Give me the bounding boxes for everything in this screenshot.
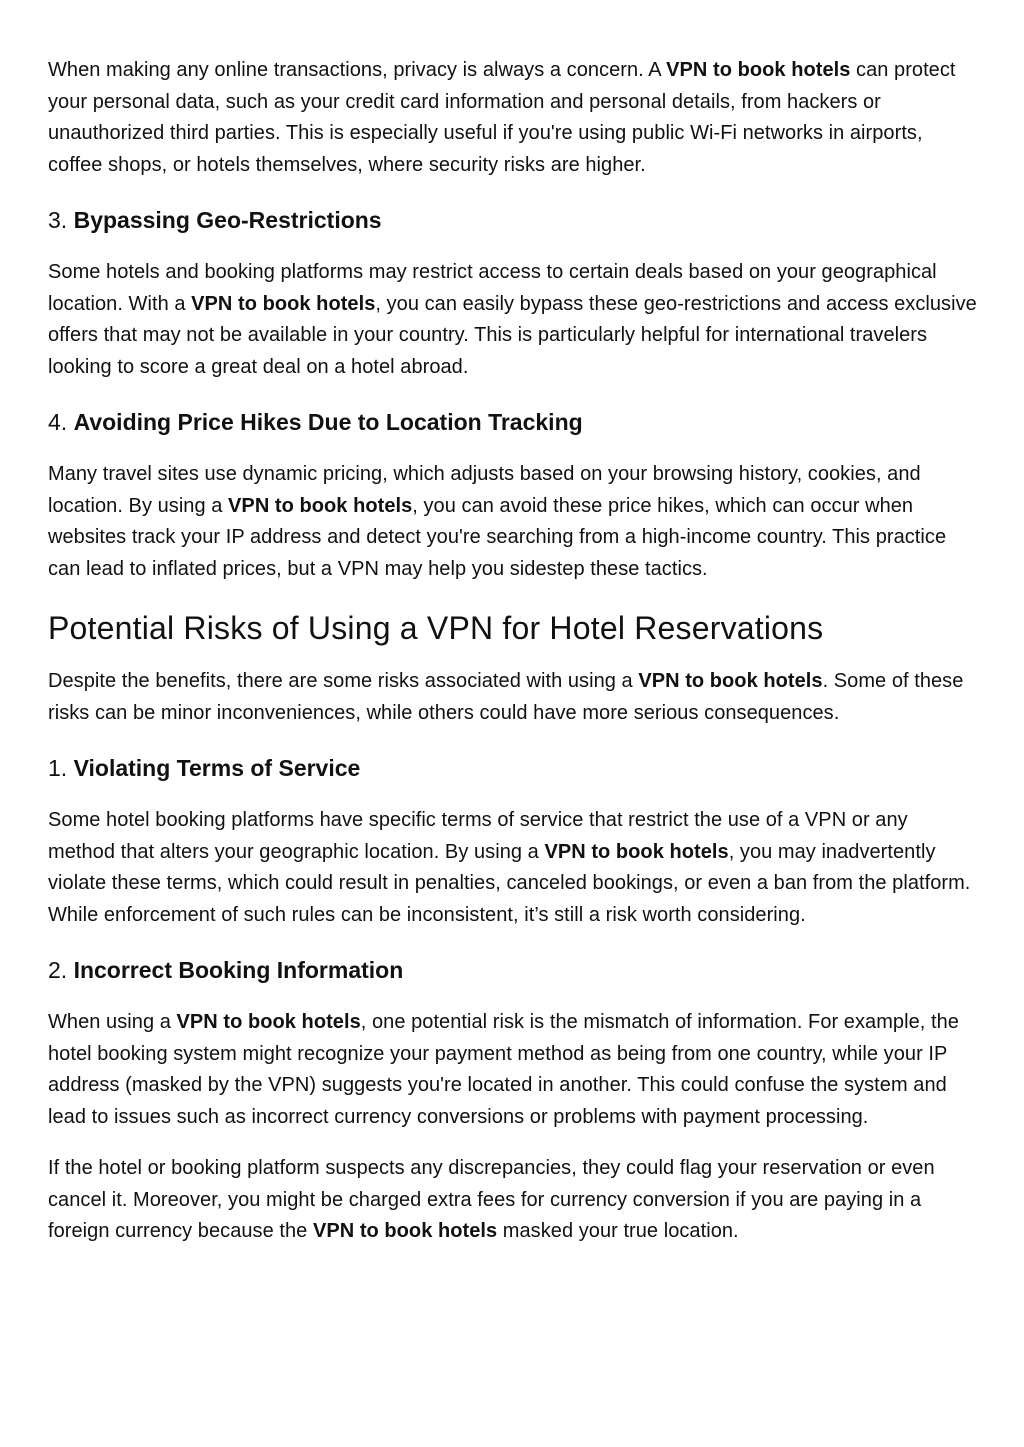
heading-title: Incorrect Booking Information (73, 957, 404, 983)
paragraph-text: can protect your personal data, such as your credit card information and personal details, from hackers or unauthorized third parties. This is especially useful if you're using public Wi-Fi networks in airports, coffee shops, or hotels themselves, where security risks are higher. (48, 59, 956, 176)
keyword-bold: VPN to book hotels (191, 292, 376, 315)
paragraph-mismatch (48, 1007, 978, 1133)
paragraph-text: , you may inadvertently violate these terms, which could result in penalties, canceled bookings, or even a ban from the platform. While enforcement of such rules can be inconsistent, it’s still a risk worth considering. (48, 840, 971, 926)
paragraph-text: Some hotels and booking platforms may restrict access to certain deals based on your geographical location. With a (48, 261, 937, 315)
keyword-bold: VPN to book hotels (228, 494, 413, 517)
heading-violating-terms (48, 752, 978, 784)
paragraph-text: Some hotel booking platforms have specific terms of service that restrict the use of a VPN or any method that alters your geographic location. By using a (48, 809, 908, 863)
heading-avoiding-price-hikes (48, 406, 978, 438)
paragraph-terms-of-service (48, 805, 978, 931)
paragraph-text: When making any online transactions, privacy is always a concern. A (48, 59, 667, 81)
paragraph-text: . Some of these risks can be minor inconveniences, while others could have more serious consequences. (48, 670, 964, 724)
paragraph-privacy (48, 55, 978, 181)
heading-title: Bypassing Geo-Restrictions (73, 207, 382, 233)
keyword-bold: VPN to book hotels (312, 1220, 498, 1242)
heading-number: 1. (48, 755, 74, 781)
paragraph-risks-intro (48, 666, 978, 729)
keyword-bold: VPN to book hotels (544, 840, 729, 863)
paragraph-text: Despite the benefits, there are some risks associated with using a (48, 670, 639, 692)
heading-incorrect-booking (48, 954, 978, 986)
article-body (48, 55, 978, 1248)
keyword-bold: VPN to book hotels (666, 59, 851, 81)
heading-title: Violating Terms of Service (73, 755, 361, 781)
keyword-bold: VPN to book hotels (638, 670, 823, 692)
paragraph-geo-restrictions (48, 257, 978, 383)
heading-title: Avoiding Price Hikes Due to Location Tracking (73, 409, 583, 435)
paragraph-text: If the hotel or booking platform suspects any discrepancies, they could flag your reservation or even cancel it. Moreover, you might be charged extra fees for currency conversion if you are paying in a foreign currency because the (48, 1157, 935, 1242)
keyword-bold: VPN to book hotels (176, 1011, 361, 1033)
paragraph-text: , you can easily bypass these geo-restrictions and access exclusive offers that may not be available in your country. This is particularly helpful for international travelers looking to score a great deal on a hotel abroad. (48, 292, 977, 378)
heading-number: 4. (48, 409, 74, 435)
paragraph-text: , you can avoid these price hikes, which can occur when websites track your IP address and detect you're searching from a high-income country. This practice can lead to inflated prices, but a VPN may help you sidestep these tactics. (48, 494, 947, 580)
paragraph-price-hikes (48, 459, 978, 585)
paragraph-discrepancies (48, 1153, 978, 1248)
paragraph-text: When using a (48, 1011, 177, 1033)
heading-bypassing-geo-restrictions (48, 204, 978, 236)
paragraph-text: Many travel sites use dynamic pricing, which adjusts based on your browsing history, cookies, and location. By using a (48, 463, 921, 517)
heading-number: 3. (48, 207, 74, 233)
heading-number: 2. (48, 957, 74, 983)
section-heading-potential-risks: Potential Risks of Using a VPN for Hotel Reservations (48, 610, 824, 646)
paragraph-text: masked your true location. (497, 1220, 739, 1242)
paragraph-text: , one potential risk is the mismatch of information. For example, the hotel booking system might recognize your payment method as being from one country, while your IP address (masked by the VPN) suggests you're located in another. This could confuse the system and lead to issues such as incorrect currency conversions or problems with payment processing. (48, 1011, 959, 1128)
